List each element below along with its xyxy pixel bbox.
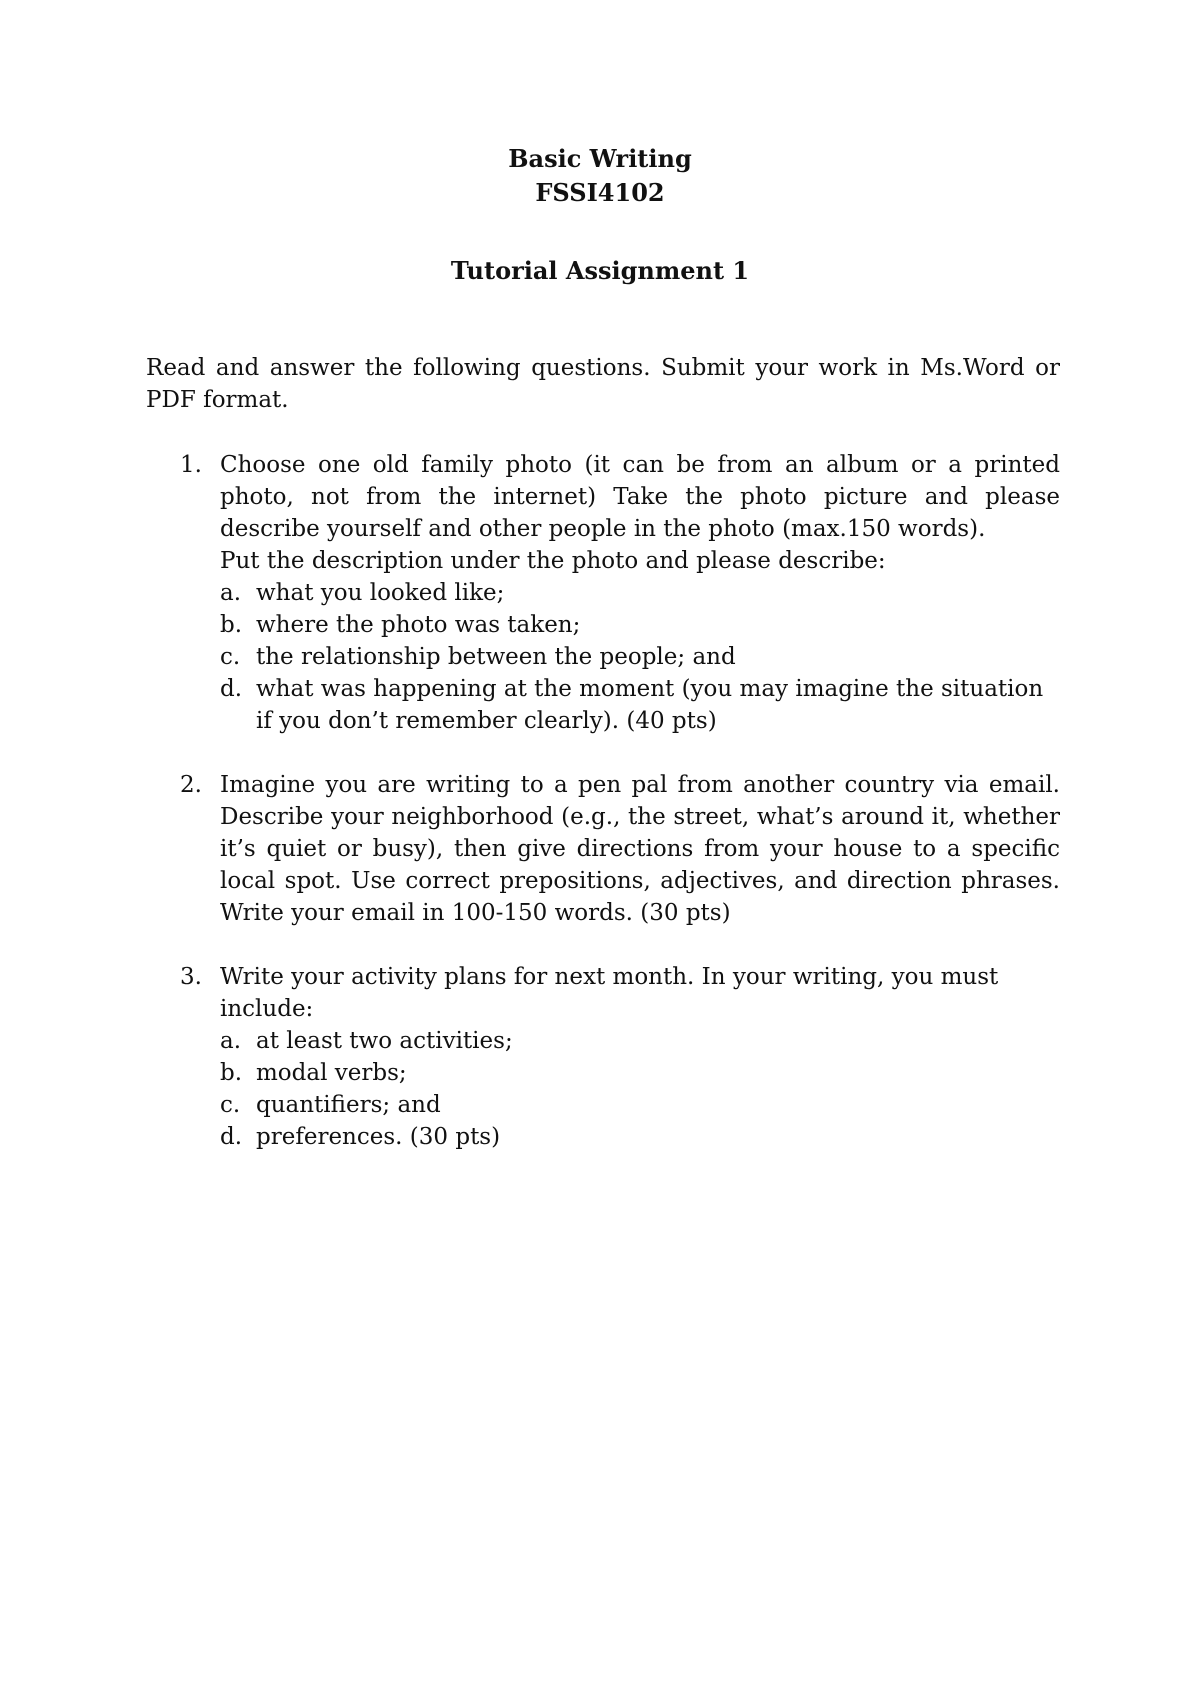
question-extra-text: Put the description under the photo and please describe: (220, 548, 886, 574)
question-text: Imagine you are writing to a pen pal from another country via email. Describe your neighborhood (e.g., the street, what’s around it, whether it’s quiet or busy), then give directions from your house to a specific local spot. Use correct prepositions, adjectives, and direction phrases. Write your email in 100-150 words. (30 pts) (220, 772, 1060, 926)
sub-item (220, 1089, 1060, 1121)
sub-item (220, 609, 1060, 641)
sub-item (220, 1025, 1060, 1057)
question-text: Write your activity plans for next month. In your writing, you must include: (220, 964, 999, 1022)
sub-item-letter: c. (220, 1092, 241, 1118)
question-number: 1. (180, 452, 202, 478)
sub-item-letter: a. (220, 580, 242, 606)
sub-item-letter: d. (220, 676, 243, 702)
sub-item-text: at least two activities; (256, 1028, 513, 1054)
sub-item (220, 577, 1060, 609)
question-number: 2. (180, 772, 202, 798)
assignment-title: Tutorial Assignment 1 (450, 256, 750, 285)
sub-item (220, 1121, 1060, 1153)
question-number: 3. (180, 964, 202, 990)
sub-item-text: modal verbs; (256, 1060, 407, 1086)
sub-item (220, 1057, 1060, 1089)
sub-item-text: quantifiers; and (256, 1092, 441, 1118)
sub-item-letter: c. (220, 644, 241, 670)
sub-item-letter: d. (220, 1124, 243, 1150)
sub-item-text: preferences. (30 pts) (256, 1124, 501, 1150)
sub-item-letter: a. (220, 1028, 242, 1054)
sub-item-text: the relationship between the people; and (256, 644, 736, 670)
question-3 (146, 961, 1060, 1153)
sub-item-text: what you looked like; (256, 580, 505, 606)
sub-item-letter: b. (220, 1060, 243, 1086)
sub-item-text: where the photo was taken; (256, 612, 581, 638)
question-text: Choose one old family photo (it can be from an album or a printed photo, not from the internet) Take the photo picture and please describe yourself and other people in the photo (max.150 words). (220, 452, 1060, 542)
sub-item-text: what was happening at the moment (you may imagine the situation if you don’t remember clearly). (40 pts) (256, 676, 1044, 734)
instructions-paragraph: Read and answer the following questions. Submit your work in Ms.Word or PDF format. (146, 355, 1060, 413)
sub-item-list (220, 1025, 1060, 1153)
course-title: Basic Writing (508, 144, 692, 173)
question-1 (146, 449, 1060, 737)
sub-item (220, 641, 1060, 673)
question-list (146, 449, 1060, 1185)
sub-item (220, 673, 1060, 737)
question-2 (146, 769, 1060, 929)
sub-item-list (220, 577, 1060, 737)
course-code: FSSI4102 (535, 178, 665, 207)
sub-item-letter: b. (220, 612, 243, 638)
